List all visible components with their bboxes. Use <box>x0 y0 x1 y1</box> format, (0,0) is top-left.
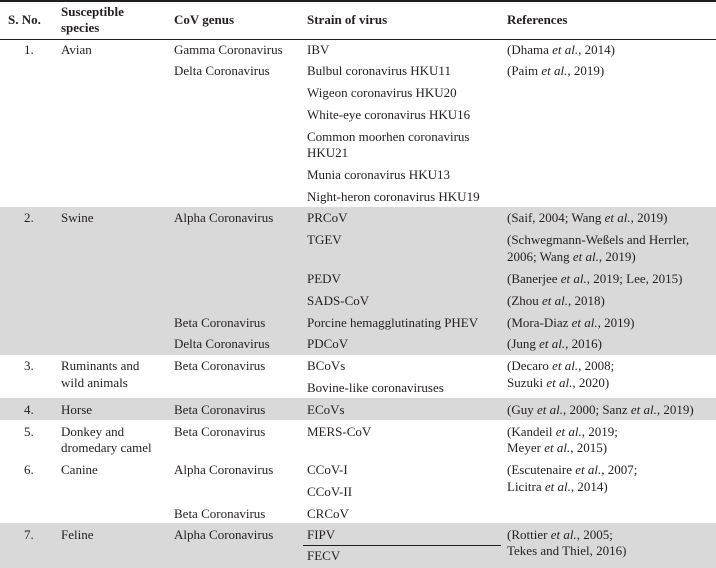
strain-cell: Night-heron coronavirus HKU19 <box>307 189 480 204</box>
species-cell: Ruminants and <box>61 358 140 373</box>
species-cell: Canine <box>61 462 98 477</box>
genus-cell: Beta Coronavirus <box>174 506 266 521</box>
header-bottom-rule <box>0 39 716 40</box>
strain-cell: PRCoV <box>307 210 348 225</box>
strain-cell: Munia coronavirus HKU13 <box>307 167 450 182</box>
header-strain: Strain of virus <box>307 12 388 27</box>
reference-cell: Licitra et al., 2014) <box>507 479 608 494</box>
row-number: 1. <box>24 42 34 57</box>
species-cell: Donkey and <box>61 424 125 439</box>
strain-cell: HKU21 <box>307 145 349 160</box>
strain-cell: Bovine-like coronaviruses <box>307 380 444 395</box>
strain-cell: CCoV-I <box>307 462 348 477</box>
row-number: 5. <box>24 424 34 439</box>
strain-cell: Porcine hemagglutinating PHEV <box>307 315 479 330</box>
genus-cell: Gamma Coronavirus <box>174 42 283 57</box>
strain-cell: CRCoV <box>307 506 349 521</box>
reference-cell: Tekes and Thiel, 2016) <box>507 543 627 558</box>
reference-cell: (Mora-Diaz et al., 2019) <box>507 315 635 330</box>
strain-cell: PEDV <box>307 271 341 286</box>
row-number: 4. <box>24 402 34 417</box>
genus-cell: Beta Coronavirus <box>174 315 266 330</box>
header-genus: CoV genus <box>174 12 235 27</box>
header-references: References <box>507 12 568 27</box>
species-cell: wild animals <box>61 375 128 390</box>
genus-cell: Delta Coronavirus <box>174 336 270 351</box>
header-sno: S. No. <box>8 12 41 27</box>
header-top-rule <box>0 0 716 2</box>
genus-cell: Beta Coronavirus <box>174 358 266 373</box>
row-number: 2. <box>24 210 34 225</box>
reference-cell: 2006; Wang et al., 2019) <box>507 249 636 264</box>
reference-cell: (Jung et al., 2016) <box>507 336 602 351</box>
strain-divider <box>303 545 501 546</box>
strain-cell: ECoVs <box>307 402 345 417</box>
species-cell: Swine <box>61 210 94 225</box>
reference-cell: (Kandeil et al., 2019; <box>507 424 618 439</box>
species-cell: dromedary camel <box>61 440 152 455</box>
genus-cell: Alpha Coronavirus <box>174 210 274 225</box>
row-number: 7. <box>24 527 34 542</box>
row-number: 3. <box>24 358 34 373</box>
strain-cell: IBV <box>307 42 330 57</box>
genus-cell: Alpha Coronavirus <box>174 462 274 477</box>
genus-cell: Delta Coronavirus <box>174 63 270 78</box>
reference-cell: (Banerjee et al., 2019; Lee, 2015) <box>507 271 683 286</box>
strain-cell: Common moorhen coronavirus <box>307 129 470 144</box>
species-cell: Feline <box>61 527 94 542</box>
strain-cell: TGEV <box>307 232 342 247</box>
strain-cell: White-eye coronavirus HKU16 <box>307 107 471 122</box>
strain-cell: PDCoV <box>307 336 349 351</box>
genus-cell: Beta Coronavirus <box>174 424 266 439</box>
reference-cell: (Saif, 2004; Wang et al., 2019) <box>507 210 668 225</box>
reference-cell: Meyer et al., 2015) <box>507 440 608 455</box>
strain-cell: SADS-CoV <box>307 293 370 308</box>
reference-cell: (Escutenaire et al., 2007; <box>507 462 638 477</box>
header-species-line1: Susceptible <box>61 4 124 19</box>
strain-cell: BCoVs <box>307 358 346 373</box>
reference-cell: (Decaro et al., 2008; <box>507 358 615 373</box>
reference-cell: (Guy et al., 2000; Sanz et al., 2019) <box>507 402 694 417</box>
row-number: 6. <box>24 462 34 477</box>
strain-cell: MERS-CoV <box>307 424 372 439</box>
strain-cell: Wigeon coronavirus HKU20 <box>307 85 457 100</box>
strain-cell: CCoV-II <box>307 484 353 499</box>
reference-cell: (Dhama et al., 2014) <box>507 42 615 57</box>
reference-cell: (Paim et al., 2019) <box>507 63 605 78</box>
species-cell: Horse <box>61 402 93 417</box>
strain-cell: Bulbul coronavirus HKU11 <box>307 63 451 78</box>
genus-cell: Beta Coronavirus <box>174 402 266 417</box>
reference-cell: (Schwegmann-Weßels and Herrler, <box>507 232 690 247</box>
reference-cell: (Zhou et al., 2018) <box>507 293 605 308</box>
reference-cell: (Rottier et al., 2005; <box>507 527 613 542</box>
species-cell: Avian <box>61 42 92 57</box>
strain-cell: FIPV <box>307 527 336 542</box>
strain-cell: FECV <box>307 548 341 563</box>
reference-cell: Suzuki et al., 2020) <box>507 375 610 390</box>
genus-cell: Alpha Coronavirus <box>174 527 274 542</box>
header-species-line2: species <box>61 20 100 35</box>
